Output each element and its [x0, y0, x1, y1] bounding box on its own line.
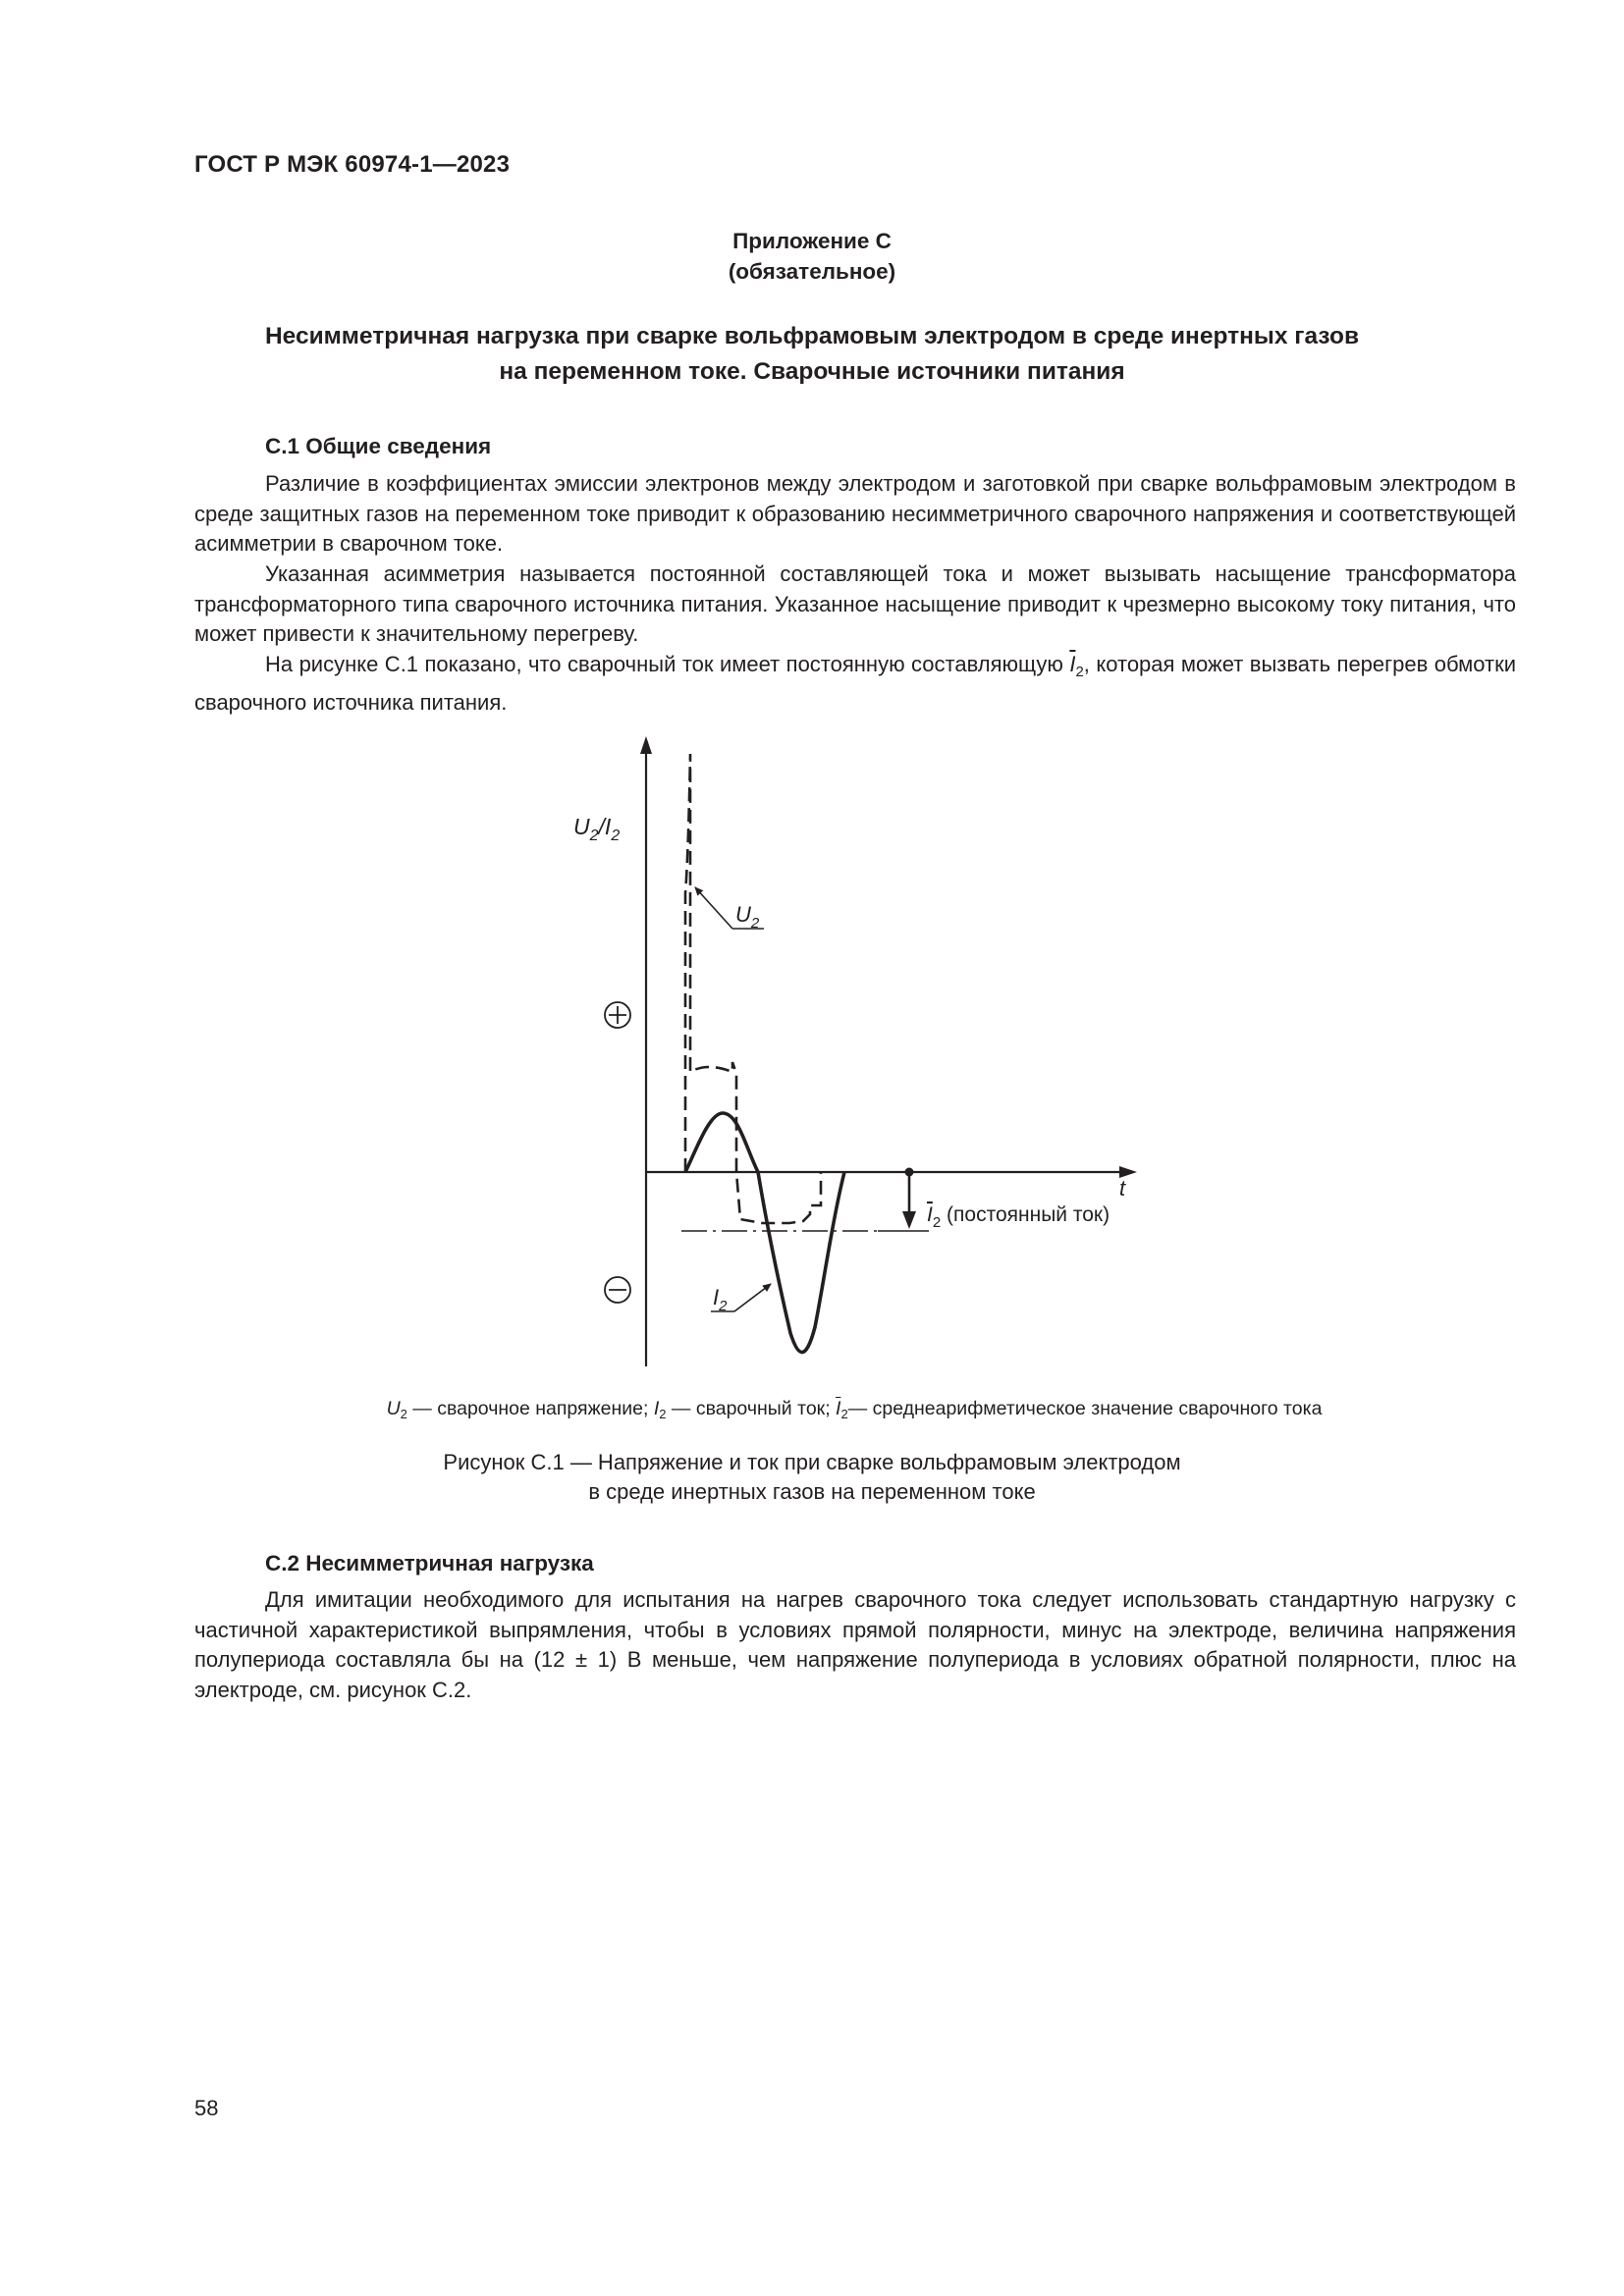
annex-main-title	[0, 319, 1624, 390]
negative-polarity-symbol	[605, 1277, 630, 1303]
section-c1-paragraph-1: Различие в коэффициентах эмиссии электронов между электродом и заготовкой при сварке вольфрамовым электродом в среде защитных газов на переменном токе приводит к образованию несимметричного сварочного напряжения и соответствующей асимметрии в сварочном токе.	[194, 471, 1516, 556]
p3-text-after: , которая может вызвать перегрев обмотки сварочного источника питания.	[194, 652, 1517, 715]
u2-pointer-line	[695, 887, 732, 929]
i2-pointer-line	[734, 1284, 771, 1311]
dc-arrow-head	[902, 1211, 916, 1229]
section-c1-paragraph-3	[194, 650, 1516, 718]
section-c2-paragraph-1: Для имитации необходимого для испытания на нагрев сварочного тока следует использовать стандартную нагрузку с частичной характеристикой выпрямления, чтобы в условиях прямой полярности, минус на электроде, величина напряжения полупериода составляла бы на (12 ± 1) В меньше, чем напряжение полупериода в условиях обратной полярности, плюс на электроде, см. рисунок C.2.	[194, 1587, 1516, 1702]
figure-legend: $U_2$ — сварочное напряжение; $I_2$ — сварочный ток; $\overline{I}_2—$ среднеарифметическое значение сварочного тока	[386, 1398, 1323, 1421]
section-c2-heading: C.2 Несимметричная нагрузка	[265, 1551, 594, 1575]
current-i2-curve	[685, 1113, 844, 1353]
section-c1-paragraph-2: Указанная асимметрия называется постоянной составляющей тока и может вызывать насыщение трансформатора трансформаторного типа сварочного источника питания. Указанное насыщение приводит к чрезмерно высокому току питания, что может привести к значительному перегреву.	[194, 561, 1516, 646]
y-axis-label: $U_2/I_2$	[573, 814, 621, 844]
annex-title: Приложение C	[732, 229, 892, 253]
figure-caption	[0, 1448, 1624, 1507]
main-title-line-2: на переменном токе. Сварочные источники питания	[499, 358, 1125, 385]
x-axis-label: t	[1119, 1176, 1126, 1201]
positive-polarity-symbol	[605, 1002, 630, 1028]
voltage-u2-curve	[685, 754, 821, 1223]
main-title-line-1: Несимметричная нагрузка при сварке вольфрамовым электродом в среде инертных газов	[264, 323, 1360, 349]
u2-label: $U_2$	[735, 902, 760, 932]
caption-line-1: Рисунок C.1 — Напряжение и ток при сварке вольфрамовым электродом	[443, 1450, 1181, 1474]
i2-label: $I_2$	[713, 1285, 728, 1314]
annex-status: (обязательное)	[728, 259, 896, 284]
section-c1-heading: C.1 Общие сведения	[265, 434, 492, 458]
caption-line-2: в среде инертных газов на переменном токе	[588, 1479, 1036, 1504]
dc-component-label: $I_2$ (постоянный ток)	[927, 1203, 1110, 1231]
p3-i2-subscript: 2	[1075, 664, 1084, 680]
page-number: 58	[194, 2096, 219, 2120]
y-axis-arrow	[640, 736, 652, 754]
p3-i2-symbol: $\overline{I}$	[1069, 652, 1076, 676]
figure-c1	[550, 728, 1178, 1376]
p3-text-before: На рисунке C.1 показано, что сварочный ток имеет постоянную составляющую	[265, 652, 1070, 676]
document-id: ГОСТ Р МЭК 60974-1—2023	[194, 151, 511, 178]
